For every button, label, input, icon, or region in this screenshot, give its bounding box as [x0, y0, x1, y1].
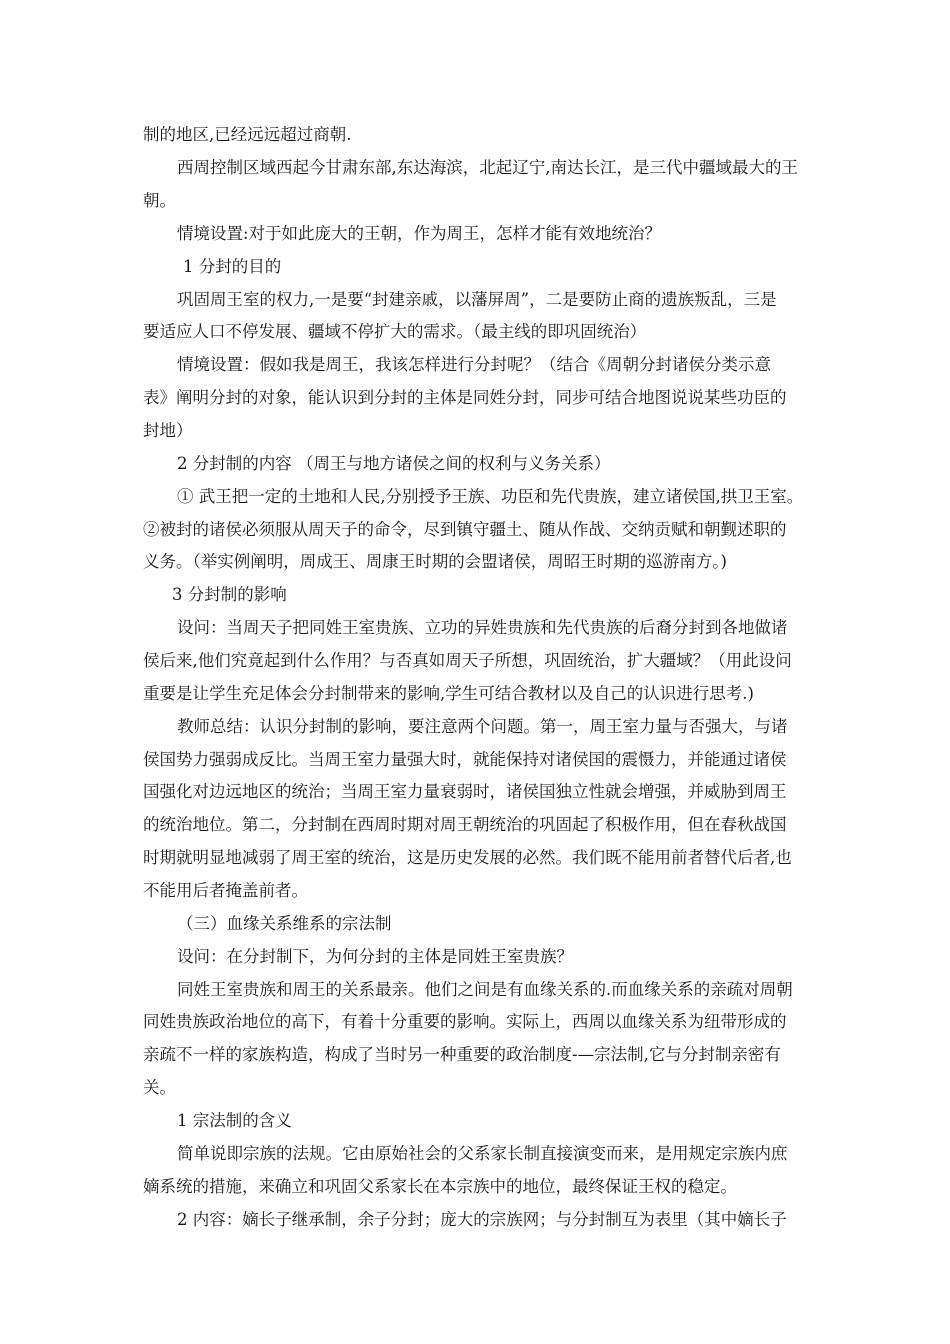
- text-line: 时期就明显地减弱了周王室的统治，这是历史发展的必然。我们既不能用前者替代后者,也: [143, 848, 792, 867]
- text-line: 不能用后者掩盖前者。: [143, 881, 308, 900]
- text-line: 设问：在分封制下，为何分封的主体是同姓王室贵族？: [177, 947, 573, 966]
- section-heading: 3 分封制的影响: [172, 585, 287, 604]
- text-line: 情境设置：假如我是周王，我该怎样进行分封呢？（结合《周朝分封诸侯分类示意: [177, 355, 771, 374]
- text-line: 简单说即宗族的法规。它由原始社会的父系家长制直接演变而来，是用规定宗族内庶: [177, 1144, 788, 1163]
- text-line: 教师总结：认识分封制的影响，要注意两个问题。第一，周王室力量与否强大，与诸: [177, 717, 788, 736]
- text-line: 重要是让学生充足体会分封制带来的影响,学生可结合教材以及自己的认识进行思考.): [143, 684, 754, 703]
- section-heading: （三）血缘关系维系的宗法制: [177, 914, 392, 933]
- text-line: 同姓贵族政治地位的高下，有着十分重要的影响。实际上，西周以血缘关系为纽带形成的: [143, 1012, 787, 1031]
- text-line: 2 内容：嫡长子继承制，余子分封；庞大的宗族网；与分封制互为表里（其中嫡长子: [177, 1210, 787, 1229]
- text-line: 的统治地位。第二，分封制在西周时期对周王朝统治的巩固起了积极作用，但在春秋战国: [143, 815, 787, 834]
- text-line: 要适应人口不停发展、疆域不停扩大的需求。（最主线的即巩固统治）: [143, 322, 647, 341]
- text-line: ① 武王把一定的土地和人民,分别授予王族、功臣和先代贵族，建立诸侯国,拱卫王室。: [177, 487, 804, 506]
- text-line: 封地）: [143, 421, 193, 440]
- text-line: 情境设置:对于如此庞大的王朝，作为周王，怎样才能有效地统治？: [177, 224, 662, 243]
- text-line: 亲疏不一样的家族构造，构成了当时另一种重要的政治制度-—宗法制,它与分封制亲密有: [143, 1045, 781, 1064]
- text-line: 同姓王室贵族和周王的关系最亲。他们之间是有血缘关系的.而血缘关系的亲疏对周朝: [177, 980, 793, 999]
- text-line: 国强化对边远地区的统治；当周王室力量衰弱时，诸侯国独立性就会增强，并威胁到周王: [143, 782, 787, 801]
- section-heading: 1 分封的目的: [183, 257, 282, 276]
- text-line: 表》阐明分封的对象，能认识到分封的主体是同姓分封，同步可结合地图说说某些功臣的: [143, 388, 787, 407]
- section-heading: 2 分封制的内容 （周王与地方诸侯之间的权利与义务关系）: [177, 454, 611, 473]
- text-line: 关。: [143, 1078, 176, 1097]
- text-line: 朝。: [143, 191, 176, 210]
- text-line: 侯国势力强弱成反比。当周王室力量强大时，就能保持对诸侯国的震慑力，并能通过诸侯: [143, 750, 787, 769]
- section-heading: 1 宗法制的含义: [177, 1111, 292, 1130]
- text-line: 制的地区,已经远远超过商朝.: [143, 125, 352, 144]
- text-line: 巩固周王室的权力,一是要“封建亲戚，以藩屏周”，二是要防止商的遗族叛乱，三是: [177, 290, 777, 309]
- text-line: 嫡系统的措施，来确立和巩固父系家长在本宗族中的地位，最终保证王权的稳定。: [143, 1177, 737, 1196]
- text-line: 侯后来,他们究竟起到什么作用？与否真如周天子所想，巩固统治，扩大疆域？（用此设问: [143, 651, 792, 670]
- text-line: 设问：当周天子把同姓王室贵族、立功的异姓贵族和先代贵族的后裔分封到各地做诸: [177, 618, 788, 637]
- text-line: ②被封的诸侯必须服从周天子的命令，尽到镇守疆土、随从作战、交纳贡赋和朝觐述职的: [143, 520, 787, 539]
- text-line: 西周控制区域西起今甘肃东部,东达海滨，北起辽宁,南达长江，是三代中疆域最大的王: [177, 158, 798, 177]
- text-line: 义务。（举实例阐明，周成王、周康王时期的会盟诸侯，周昭王时期的巡游南方。): [143, 552, 727, 571]
